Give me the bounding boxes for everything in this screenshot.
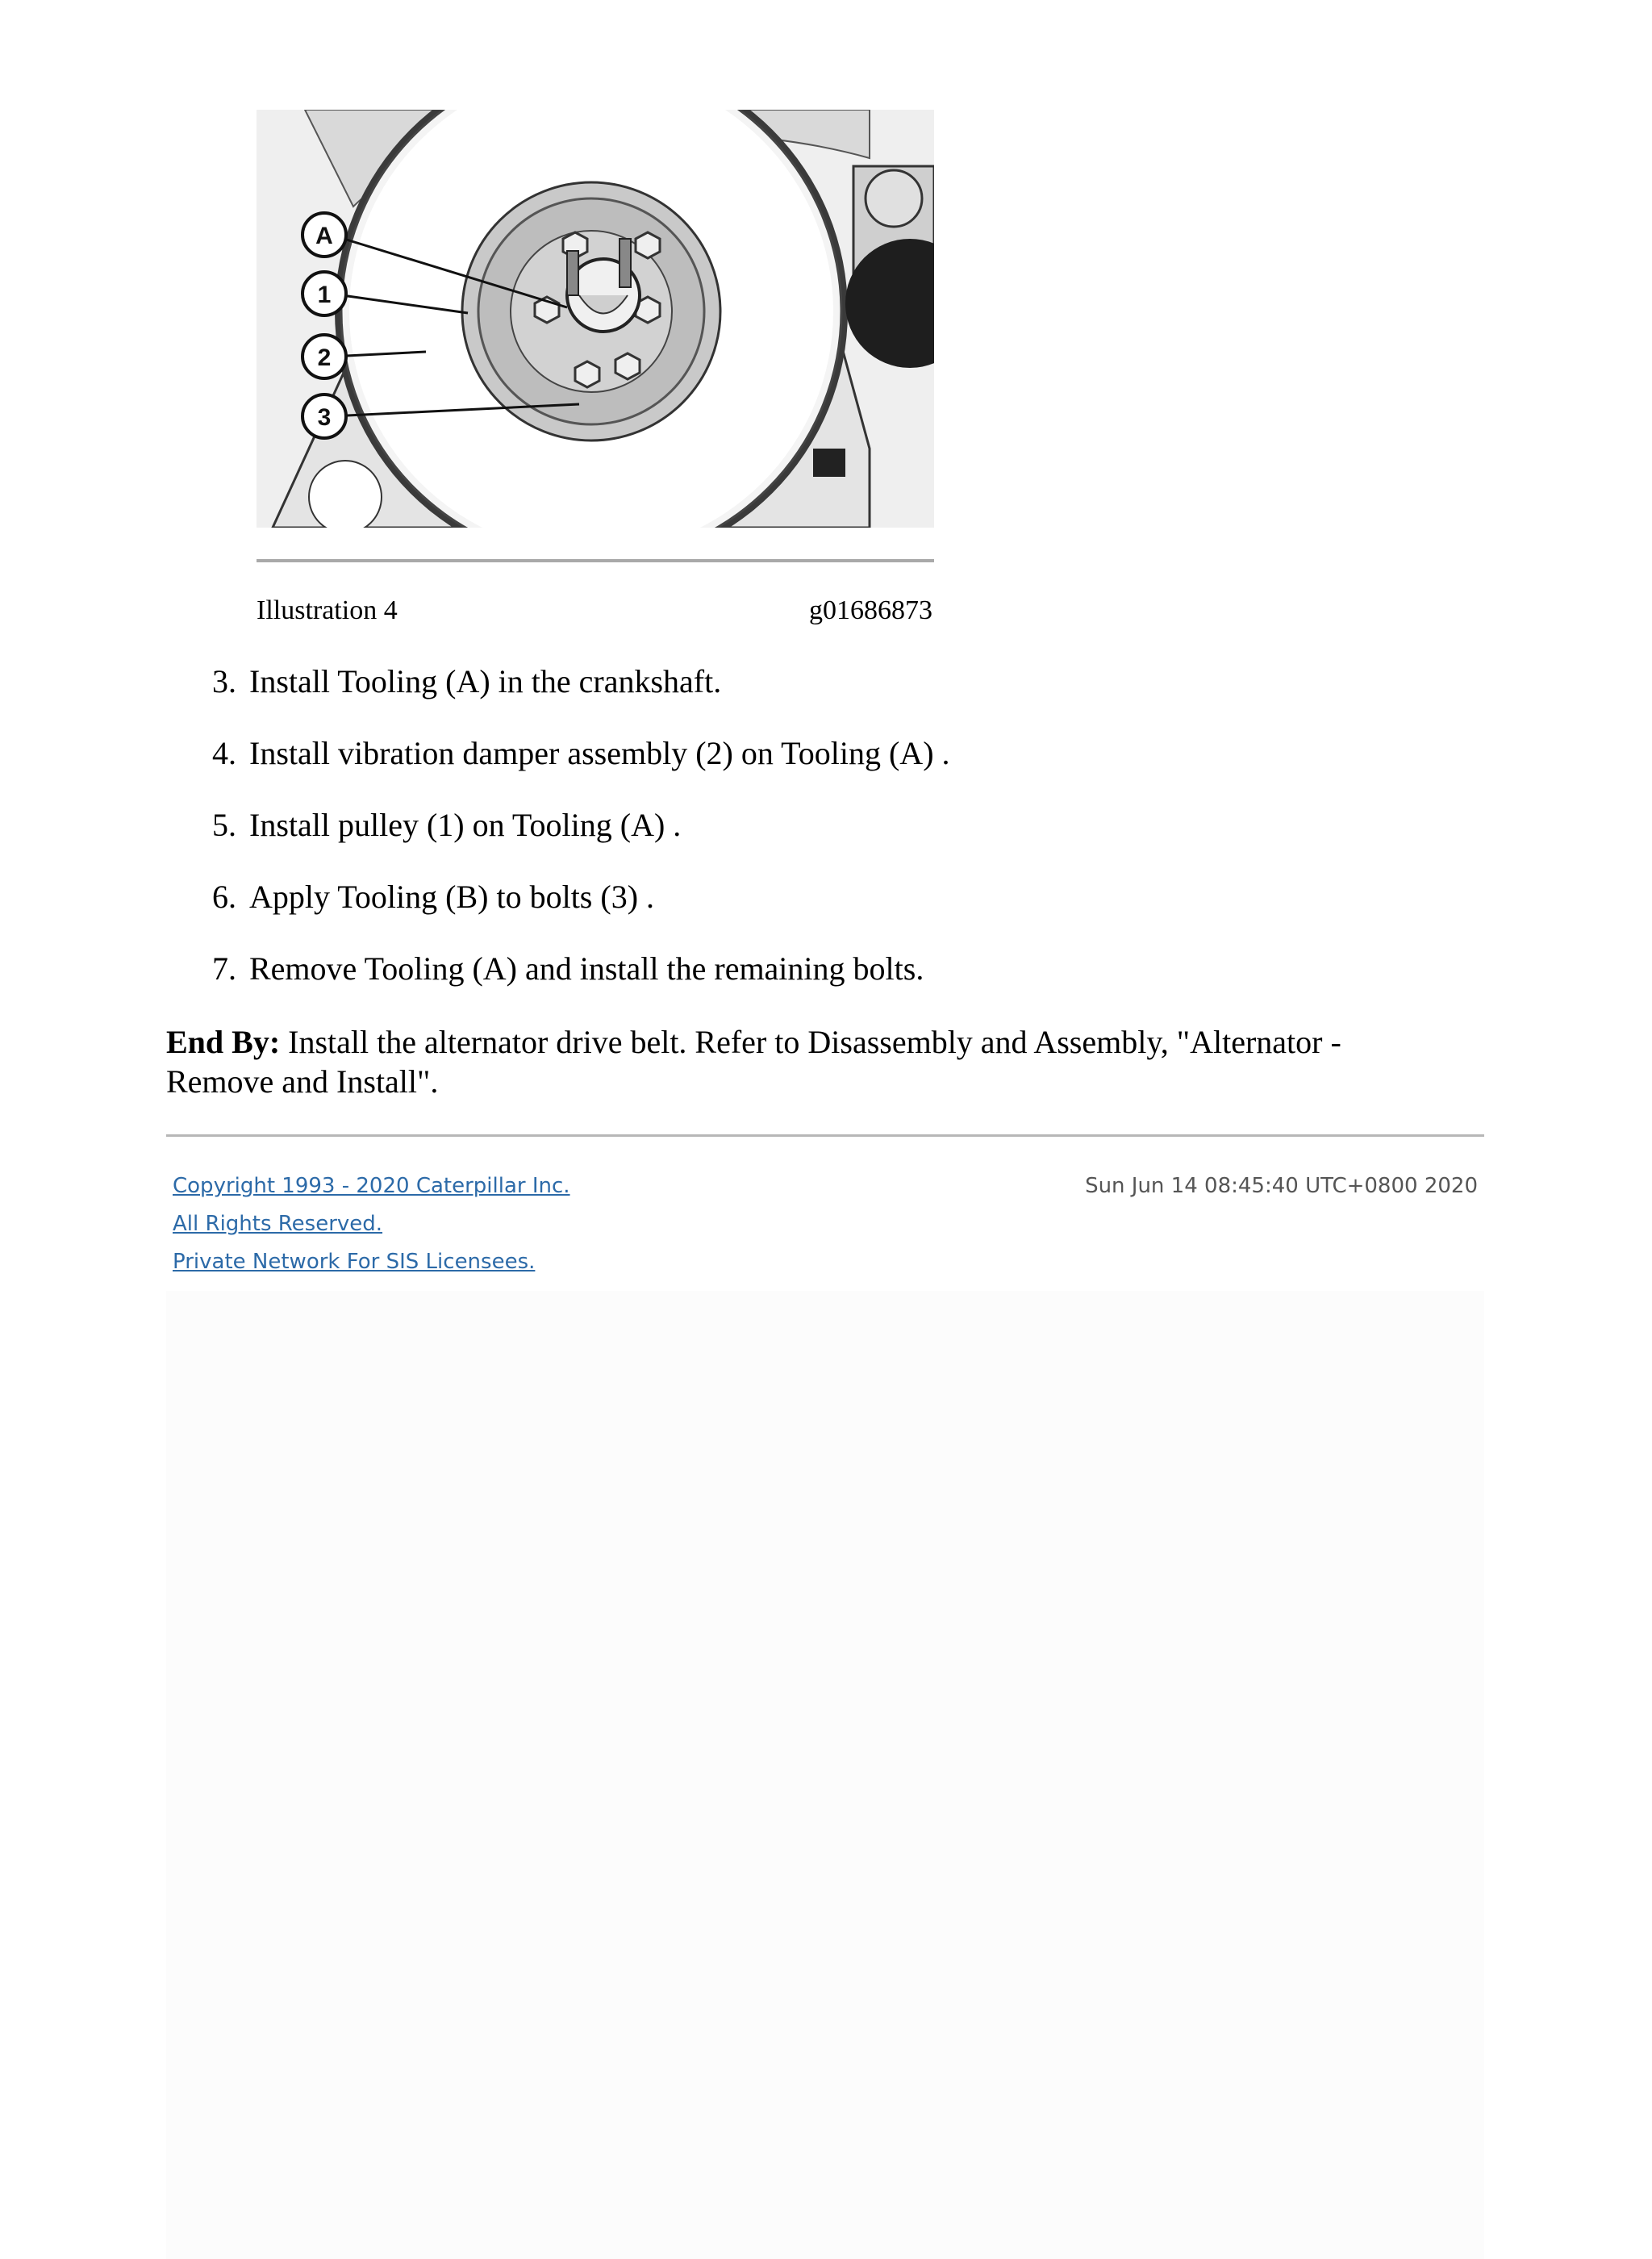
callout-2-label: 2 xyxy=(317,344,332,371)
callout-a-label: A xyxy=(315,223,333,249)
footer-divider xyxy=(166,1134,1484,1137)
list-item xyxy=(166,660,1457,732)
step-number: 4. xyxy=(212,735,236,771)
step-text: Install vibration damper assembly (2) on Tooling (A) . xyxy=(249,735,950,771)
end-by-paragraph xyxy=(166,1022,1425,1101)
footer-background xyxy=(166,1291,1484,2259)
step-text: Apply Tooling (B) to bolts (3) . xyxy=(249,879,655,915)
list-item xyxy=(166,947,1457,1019)
network-line xyxy=(173,1247,535,1276)
step-text: Remove Tooling (A) and install the remaining bolts. xyxy=(249,950,924,987)
network-link[interactable]: Private Network For SIS Licensees. xyxy=(173,1250,536,1274)
step-number: 3. xyxy=(212,663,236,699)
illustration-drawing xyxy=(257,110,934,528)
copyright-link[interactable]: Copyright 1993 - 2020 Caterpillar Inc. xyxy=(173,1174,570,1198)
timestamp: Sun Jun 14 08:45:40 UTC+0800 2020 xyxy=(1085,1174,1478,1198)
end-by-text: Install the alternator drive belt. Refer to Disassembly and Assembly, "Alternator - Remove and Install". xyxy=(166,1024,1341,1100)
list-item xyxy=(166,732,1457,804)
list-item xyxy=(166,875,1457,947)
illustration-crankshaft-pulley xyxy=(257,110,934,528)
rights-line xyxy=(173,1209,382,1238)
callout-1-label: 1 xyxy=(317,282,332,308)
list-item xyxy=(166,804,1457,875)
copyright-line xyxy=(173,1171,570,1200)
rights-link[interactable]: All Rights Reserved. xyxy=(173,1212,383,1236)
callout-3-label: 3 xyxy=(317,404,332,431)
illustration-caption: Illustration 4 xyxy=(257,595,398,625)
step-number: 6. xyxy=(212,879,236,915)
step-text: Install Tooling (A) in the crankshaft. xyxy=(249,663,722,699)
figure-divider xyxy=(257,559,934,562)
illustration-id: g01686873 xyxy=(809,595,932,625)
step-number: 7. xyxy=(212,950,236,987)
step-text: Install pulley (1) on Tooling (A) . xyxy=(249,807,682,843)
end-by-label: End By: xyxy=(166,1024,281,1060)
procedure-steps xyxy=(166,660,1457,1019)
step-number: 5. xyxy=(212,807,236,843)
